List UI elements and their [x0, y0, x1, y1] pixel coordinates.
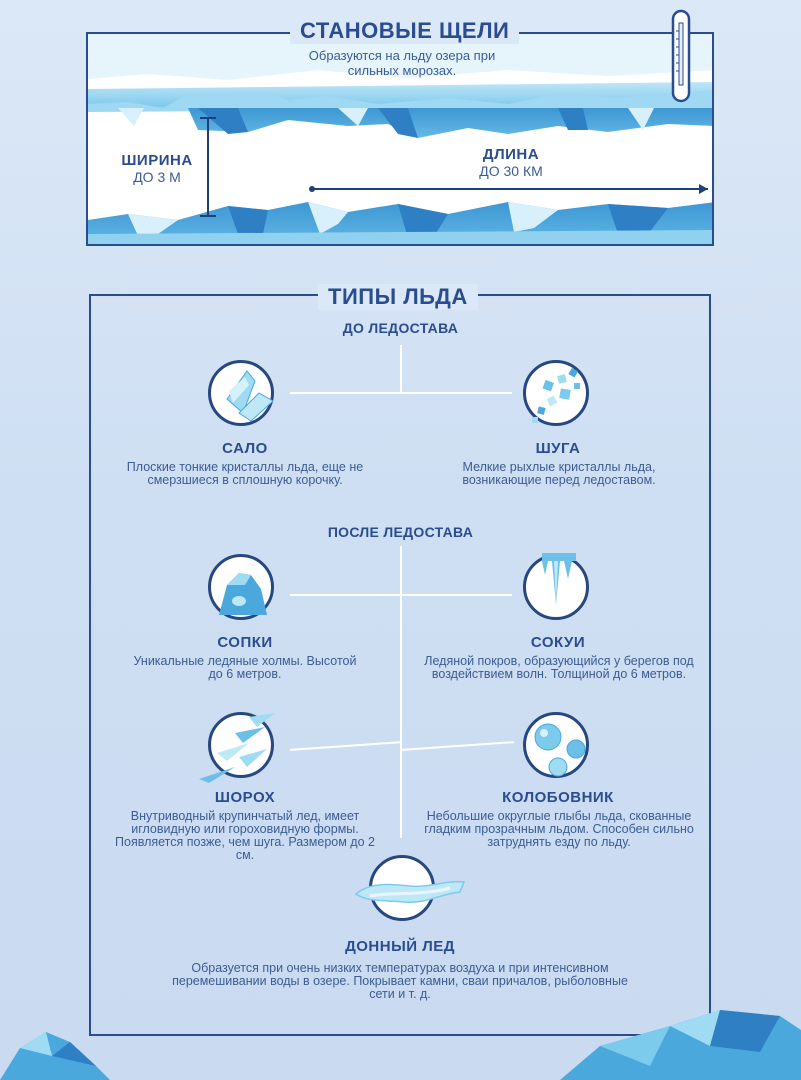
item-title: СОПКИ: [217, 634, 273, 651]
connector-line: [400, 345, 402, 393]
item-title: КОЛОБОВНИК: [502, 789, 614, 806]
connector-line: [290, 594, 512, 596]
item-title: САЛО: [222, 440, 268, 457]
item-description: Внутриводный крупинчатый лед, имеет игловидную или гороховидную формы. Появляется позже, чем шуга. Размером до 2 см.: [115, 809, 375, 862]
before-freeze-heading: ДО ЛЕДОСТАВА: [342, 320, 459, 336]
connector-line: [290, 392, 512, 394]
thermometer-icon: [671, 9, 691, 103]
bottom-ice-icon: [369, 855, 435, 921]
crack-length-label: [456, 146, 566, 179]
item-description: Ледяной покров, образующийся у берегов под воздействием волн. Толщиной до 6 метров.: [424, 654, 694, 681]
ice-block-right-decoration: [560, 1006, 801, 1080]
item-title: СОКУИ: [530, 634, 586, 651]
icicles-icon: [523, 554, 589, 620]
crack-section-title: СТАНОВЫЕ ЩЕЛИ: [290, 18, 519, 44]
item-description: Небольшие округлые глыбы льда, скованные гладким прозрачным льдом. Способен сильно затруднять езду по льду.: [424, 809, 694, 849]
width-value: ДО 3 М: [133, 169, 181, 185]
length-value: ДО 30 КМ: [479, 163, 543, 179]
crack-subtitle: Образуются на льду озера при сильных морозах.: [308, 48, 496, 78]
ice-hill-icon: [208, 554, 274, 620]
connector-line: [400, 546, 402, 838]
item-description: Образуется при очень низких температурах воздуха и при интенсивном перемешивании воды в озере. Покрывает камни, сваи причалов, рыболовные сети и т. д.: [172, 961, 628, 1001]
item-description: Уникальные ледяные холмы. Высотой до 6 метров.: [133, 654, 357, 681]
slush-ice-icon: [208, 360, 274, 426]
item-description: Плоские тонкие кристаллы льда, еще не смерзшиеся в сплошную корочку.: [126, 460, 364, 487]
frazil-ice-icon: [523, 360, 589, 426]
ice-block-left-decoration: [0, 1026, 120, 1080]
after-freeze-heading: ПОСЛЕ ЛЕДОСТАВА: [327, 524, 474, 540]
ice-balls-icon: [523, 712, 589, 778]
item-title: ШОРОХ: [214, 789, 276, 806]
crack-width-label: [118, 152, 196, 185]
item-title: ШУГА: [535, 440, 581, 457]
ice-types-title: ТИПЫ ЛЬДА: [318, 284, 478, 310]
ice-shards-icon: [208, 712, 274, 778]
item-title: ДОННЫЙ ЛЕД: [345, 938, 455, 955]
width-heading: ШИРИНА: [121, 152, 193, 169]
length-heading: ДЛИНА: [482, 146, 540, 163]
item-description: Мелкие рыхлые кристаллы льда, возникающие перед ледоставом.: [462, 460, 656, 487]
